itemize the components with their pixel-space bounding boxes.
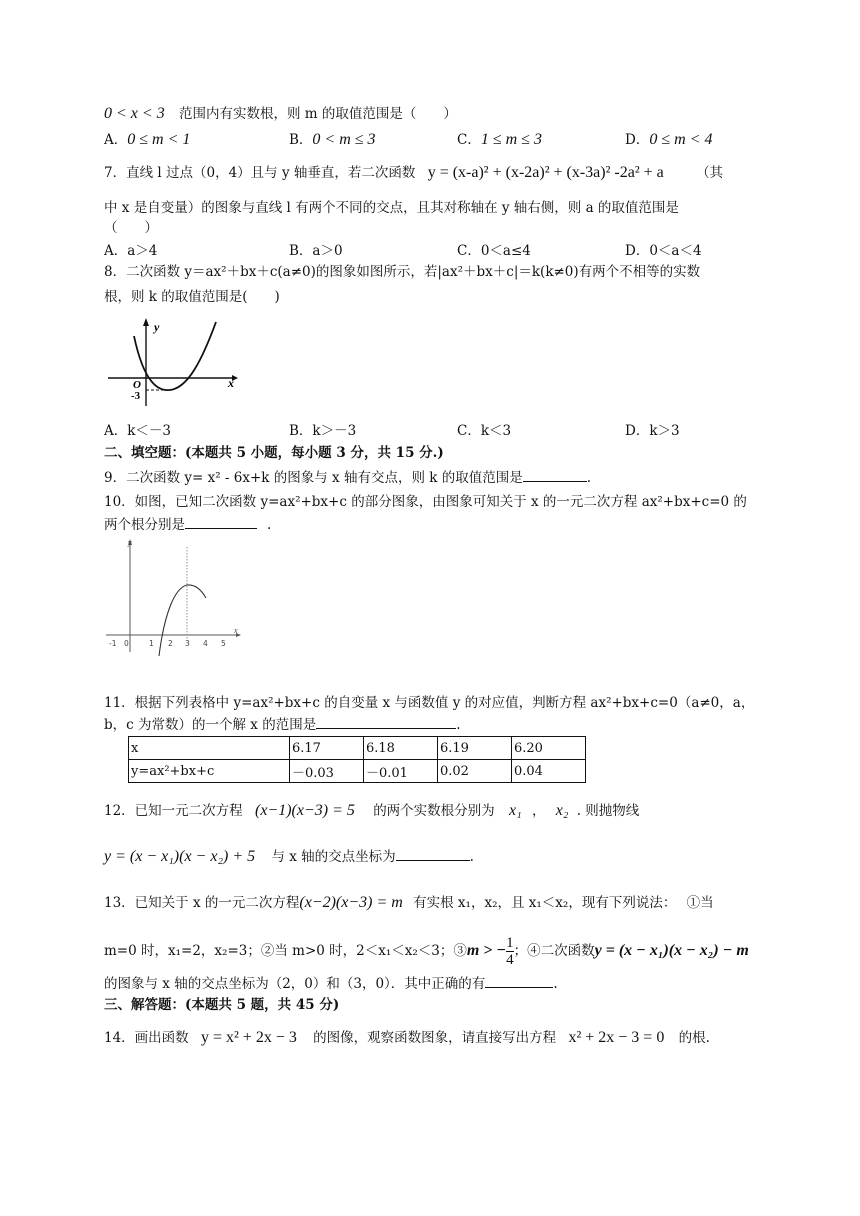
q8-y-label: y	[154, 320, 160, 334]
q14-equation: x² + 2x − 3 = 0	[568, 1029, 665, 1046]
q11-value-table	[128, 736, 586, 783]
q13-equation: (x−2)(x−3) = m	[299, 894, 403, 911]
table-cell: 6.17	[290, 737, 364, 760]
q7-line3: （ ）	[104, 220, 158, 236]
q13-line2: m=0 时，x₁=2，x₂=3；②当 m>0 时，2＜x₁＜x₂＜3；③m > − $\frac{1}{4}$ ；④二次函数y = (x − x₁)(x − x₂) − m	[104, 935, 749, 968]
q9-line: 9．二次函数 y= x² - 6x+k 的图象与 x 轴有交点，则 k 的取值范围是 .	[104, 467, 591, 488]
q6-option-c: C．1 ≤ m ≤ 3	[457, 131, 542, 148]
q8-option-b: B．k＞－3	[289, 423, 357, 439]
q10-x-label: x	[234, 626, 238, 635]
table-cell: x	[129, 737, 290, 760]
q8-x-label: x	[228, 376, 234, 390]
q11-line2: b，c 为常数）的一个解 x 的范围是 .	[104, 714, 461, 735]
q7-option-b: B．a＞0	[289, 243, 343, 259]
table-cell: 0.04	[512, 760, 586, 783]
q12-answer-blank	[396, 846, 470, 861]
q8-parabola-graph	[104, 314, 244, 410]
section3-title: 三、解答题：(本题共 5 题，共 45 分)	[104, 997, 340, 1013]
q11-answer-blank	[316, 714, 456, 729]
q8-option-a: A．k＜－3	[104, 423, 172, 439]
q10-tick-2: 2	[168, 639, 173, 648]
q6-option-a: A．0 ≤ m < 1	[104, 131, 191, 148]
q7-line1: 7．直线 l 过点（0，4）且与 y 轴垂直，若二次函数 y = (x-a)² + (x-2a)² + (x-3a)² -2a² + a （其	[104, 164, 724, 181]
q13-function: y = (x − x₁)(x − x₂) − m	[594, 942, 749, 959]
q12-line2: y = (x − x₁)(x − x₂) + 5 与 x 轴的交点坐标为 .	[104, 848, 474, 865]
q7-option-d: D．0＜a＜4	[625, 243, 702, 259]
q12-parabola: y = (x − x₁)(x − x₂) + 5	[104, 848, 256, 865]
q14-function: y = x² + 2x − 3	[200, 1029, 297, 1046]
q9-answer-blank	[523, 467, 587, 482]
q12-line1: 12．已知一元二次方程 (x−1)(x−3) = 5 的两个实数根分别为 x₁ ， x₂ . 则抛物线	[104, 802, 640, 819]
table-cell: 6.20	[512, 737, 586, 760]
q11-line1: 11．根据下列表格中 y=ax²+bx+c 的自变量 x 与函数值 y 的对应值，判断方程 ax²+bx+c=0（a≠0，a，	[104, 695, 755, 711]
q13-line3: 的图象与 x 轴的交点坐标为（2，0）和（3，0）．其中正确的有 .	[104, 973, 558, 994]
q8-y-arrow	[143, 318, 149, 326]
section2-title: 二、填空题：(本题共 5 小题，每小题 3 分，共 15 分.)	[104, 445, 444, 461]
q14-line: 14．画出函数 y = x² + 2x − 3 的图像，观察函数图象，请直接写出方程 x² + 2x − 3 = 0 的根.	[104, 1029, 710, 1046]
q10-curve	[159, 585, 206, 656]
q10-tick-4: 4	[203, 639, 208, 648]
q10-line2: 两个根分别是 .	[104, 514, 271, 535]
q7-option-a: A．a＞4	[104, 243, 158, 259]
q10-tick-5: 5	[221, 639, 226, 648]
q10-tick-neg1: -1	[109, 639, 117, 648]
table-cell: 6.18	[364, 737, 438, 760]
q10-answer-blank	[185, 514, 257, 529]
q10-tick-0: 0	[124, 639, 129, 648]
table-cell: 0.02	[438, 760, 512, 783]
q8-origin-label: O	[133, 379, 141, 391]
q6-line	[104, 104, 457, 124]
q7-option-c: C．0＜a≤4	[457, 243, 531, 259]
table-row	[129, 760, 586, 783]
q8-option-c: C．k＜3	[457, 423, 512, 439]
q10-tick-3: 3	[185, 639, 190, 648]
q7-line2: 中 x 是自变量）的图象与直线 l 有两个不同的交点，且其对称轴在 y 轴右侧，则 a 的取值范围是	[104, 200, 679, 216]
q8-line1: 8．二次函数 y＝ax²＋bx＋c(a≠0)的图象如图所示，若|ax²＋bx＋c|＝k(k≠0)有两个不相等的实数	[104, 264, 701, 280]
q10-y-label: y	[128, 538, 132, 547]
q12-equation: (x−1)(x−3) = 5	[254, 802, 355, 819]
q13-fraction: $\frac{1}{4}$	[506, 935, 514, 968]
table-cell: －0.03	[290, 760, 364, 783]
q6-condition: 0 < x < 3	[104, 105, 165, 122]
q6-text: 范围内有实数根，则 m 的取值范围是（ ）	[179, 106, 457, 122]
q8-line2: 根，则 k 的取值范围是( )	[104, 289, 280, 305]
table-row	[129, 737, 586, 760]
q13-answer-blank	[485, 973, 553, 988]
q7-formula: y = (x-a)² + (x-2a)² + (x-3a)² -2a² + a	[427, 164, 664, 181]
q13-line1: 13．已知关于 x 的一元二次方程(x−2)(x−3) = m 有实根 x₁，x₂，且 x₁＜x₂，现有下列说法： ①当	[104, 894, 714, 911]
q6-option-b: B．0 < m ≤ 3	[289, 131, 376, 148]
table-cell: y=ax²+bx+c	[129, 760, 290, 783]
q10-graph	[104, 536, 244, 656]
q6-option-d: D．0 ≤ m < 4	[625, 131, 713, 148]
q10-line1: 10．如图，已知二次函数 y=ax²+bx+c 的部分图象，由图象可知关于 x 的一元二次方程 ax²+bx+c=0 的	[104, 494, 747, 510]
q8-min-label: -3	[131, 390, 141, 402]
table-cell: 6.19	[438, 737, 512, 760]
table-cell: －0.01	[364, 760, 438, 783]
q10-tick-1: 1	[149, 639, 154, 648]
q8-option-d: D．k＞3	[625, 423, 680, 439]
